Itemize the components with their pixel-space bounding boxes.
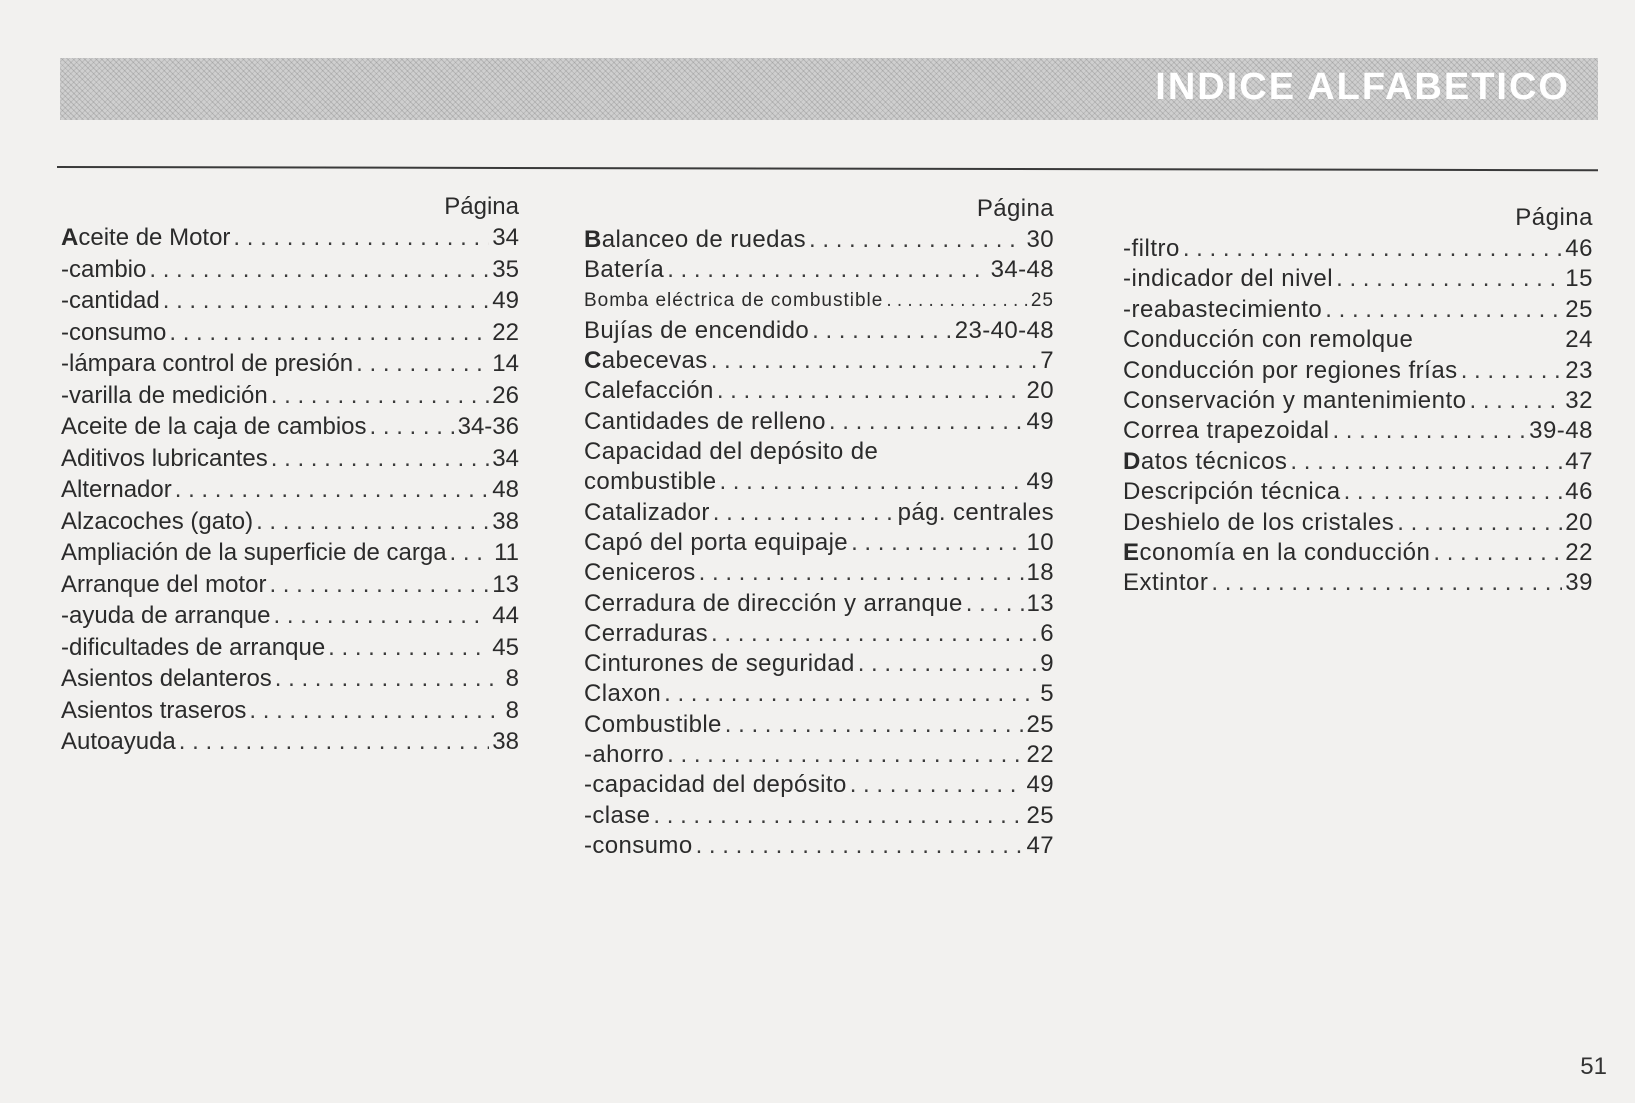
- index-entry: [584, 831, 1054, 861]
- index-entry: [1123, 386, 1593, 416]
- index-entry: [584, 255, 1054, 285]
- dot-leader: [175, 474, 490, 506]
- entry-label: [61, 506, 253, 538]
- index-entry: [61, 254, 519, 286]
- index-entry: [584, 467, 1054, 497]
- entry-text: Calefacción: [584, 377, 714, 405]
- entry-page: 13: [492, 570, 519, 598]
- entry-label: [1123, 538, 1430, 568]
- entry-label: [61, 317, 166, 349]
- dot-leader: [269, 569, 489, 601]
- index-entry: [584, 649, 1054, 679]
- entry-page: 46: [1565, 235, 1593, 262]
- entry-text: -consumo: [61, 318, 167, 346]
- entry-page: 38: [492, 507, 519, 535]
- entry-text: Combustible: [584, 710, 722, 738]
- page-number: 51: [1580, 1053, 1607, 1080]
- entry-label: [61, 695, 246, 727]
- entry-page: 47: [1026, 831, 1054, 859]
- index-entry: [61, 222, 519, 254]
- entry-label: [584, 558, 696, 588]
- index-entry: [1123, 416, 1593, 446]
- dot-leader: [1332, 416, 1526, 446]
- index-entry: [61, 380, 519, 412]
- index-entry: [1123, 538, 1593, 568]
- entry-label: [61, 222, 230, 254]
- entry-page: 34: [492, 444, 519, 472]
- entry-initial-letter: A: [61, 224, 79, 251]
- entry-initial-letter: D: [1123, 447, 1141, 475]
- entry-text: Conducción con remolque: [1123, 326, 1414, 354]
- dot-leader: [273, 600, 489, 632]
- entry-page: 8: [505, 665, 519, 692]
- entry-text: ceite de Motor: [78, 224, 231, 251]
- dot-leader: [664, 679, 1037, 709]
- entry-text: Descripción técnica: [1123, 478, 1341, 506]
- entry-page: 14: [492, 350, 519, 377]
- index-entry: [61, 695, 519, 727]
- entry-label: [61, 537, 447, 569]
- entry-label: [1123, 234, 1180, 264]
- index-entry: [584, 286, 1054, 316]
- index-entry: [1123, 325, 1593, 355]
- entry-label: [1123, 447, 1287, 477]
- index-entry: [584, 770, 1054, 800]
- dot-leader: [149, 254, 489, 286]
- dot-leader: [966, 589, 1024, 619]
- dot-leader: [711, 346, 1038, 376]
- entry-text: -ahorro: [584, 741, 665, 769]
- entry-label: [584, 225, 806, 255]
- entry-initial-letter: B: [584, 226, 602, 253]
- entry-text: Alzacoches (gato): [61, 507, 254, 535]
- entry-page: 32: [1565, 387, 1593, 415]
- entry-page: 11: [494, 539, 519, 566]
- entry-page: 34-36: [457, 413, 519, 440]
- index-entry: [584, 437, 1054, 467]
- entry-text: -cantidad: [61, 287, 160, 314]
- entry-page: 15: [1565, 265, 1593, 293]
- dot-leader: [653, 801, 1023, 831]
- entry-label: [61, 569, 266, 601]
- entry-text: -lámpara control de presión: [61, 350, 354, 377]
- entry-page: 25: [1565, 295, 1593, 323]
- entry-page: 6: [1040, 619, 1054, 647]
- index-entry: [61, 474, 519, 506]
- entry-label: [1123, 295, 1322, 325]
- dot-leader: [249, 695, 502, 727]
- entry-label: [61, 632, 325, 664]
- entry-label: [584, 770, 847, 800]
- entry-label: [584, 831, 693, 861]
- entry-text: Aceite de la caja de cambios: [61, 413, 367, 440]
- index-entry: [584, 619, 1054, 649]
- dot-leader: [809, 225, 1023, 255]
- index-entry: [1123, 508, 1593, 538]
- index-column-1: [61, 191, 519, 758]
- entry-page: 25: [1030, 289, 1054, 311]
- entry-label: [1123, 356, 1458, 386]
- index-entry: [584, 589, 1054, 619]
- entry-page: 44: [492, 602, 519, 629]
- entry-label: [1123, 416, 1329, 446]
- index-entry: [584, 740, 1054, 770]
- index-entry: [1123, 568, 1593, 598]
- entry-initial-letter: C: [584, 347, 602, 375]
- dot-leader: [179, 726, 490, 758]
- entry-text: combustible: [584, 468, 717, 496]
- index-entry: [61, 348, 519, 380]
- entry-text: Batería: [584, 256, 665, 284]
- entry-page: 18: [1026, 559, 1054, 587]
- horizontal-rule: [57, 166, 1598, 171]
- entry-label: [1123, 477, 1341, 507]
- entry-label: [1123, 568, 1208, 598]
- dot-leader: [711, 619, 1037, 649]
- entry-text: -dificultades de arranque: [61, 633, 326, 661]
- dot-leader: [717, 376, 1024, 406]
- dot-leader: [1336, 264, 1562, 294]
- entry-text: Bomba eléctrica de combustible: [584, 289, 884, 311]
- entry-page: 30: [1026, 226, 1054, 253]
- entry-text: Claxon: [584, 680, 662, 708]
- entry-label: [1123, 508, 1394, 538]
- entry-page: 45: [492, 633, 519, 661]
- entry-text: Aditivos lubricantes: [61, 444, 268, 472]
- dot-leader: [725, 710, 1024, 740]
- index-entry: [61, 726, 519, 758]
- entry-page: 5: [1040, 680, 1054, 708]
- entry-label: [584, 619, 708, 649]
- index-entry: [584, 225, 1054, 255]
- entry-page: 48: [492, 476, 519, 503]
- entry-page: 25: [1026, 710, 1054, 738]
- entry-text: Arranque del motor: [61, 570, 267, 598]
- index-entry: [1123, 264, 1593, 294]
- entry-page: 22: [492, 318, 519, 346]
- dot-leader: [271, 380, 490, 412]
- index-entry: [1123, 447, 1593, 477]
- entry-text: atos técnicos: [1140, 447, 1288, 475]
- entry-page: 26: [492, 381, 519, 409]
- entry-label: [61, 443, 268, 475]
- entry-page: 24: [1565, 326, 1593, 354]
- entry-label: [584, 346, 708, 376]
- entry-text: conomía en la conducción: [1139, 539, 1431, 567]
- index-entry: [61, 506, 519, 538]
- entry-page: 7: [1040, 347, 1054, 375]
- dot-leader: [1325, 295, 1562, 325]
- index-entry: [61, 537, 519, 569]
- entry-text: Capacidad del depósito de: [584, 438, 879, 466]
- entry-label: [584, 498, 710, 528]
- dot-leader: [1344, 477, 1563, 507]
- dot-leader: [450, 537, 492, 569]
- entry-page: 23: [1565, 356, 1593, 384]
- entry-text: Cinturones de seguridad: [584, 650, 855, 678]
- entry-label: [61, 285, 160, 317]
- dot-leader: [271, 443, 490, 475]
- index-entry: [1123, 356, 1593, 386]
- entry-page: 49: [492, 287, 519, 314]
- entry-text: -ayuda de arranque: [61, 602, 271, 629]
- entry-text: Asientos delanteros: [61, 665, 272, 692]
- index-entry: [1123, 234, 1593, 264]
- entry-label: [584, 407, 826, 437]
- dot-leader: [1211, 568, 1562, 598]
- dot-leader: [858, 649, 1038, 679]
- entry-text: Catalizador: [584, 498, 710, 526]
- entry-label: [584, 286, 883, 316]
- index-entry: [1123, 295, 1593, 325]
- entry-page: 10: [1026, 528, 1054, 556]
- entry-text: Cantidades de relleno: [584, 407, 826, 435]
- entry-text: -reabastecimiento: [1123, 295, 1323, 323]
- entry-page: 49: [1026, 407, 1054, 435]
- pagina-heading: Página: [444, 193, 519, 220]
- entry-page: 49: [1026, 771, 1054, 799]
- entry-label: [584, 376, 714, 406]
- entry-label: [1123, 325, 1413, 355]
- entry-page: 34: [492, 224, 519, 251]
- dot-leader: [667, 255, 987, 285]
- index-entry: [61, 569, 519, 601]
- entry-label: [61, 380, 268, 412]
- entry-page: 34-48: [990, 256, 1054, 284]
- index-entry: [584, 801, 1054, 831]
- entry-text: Deshielo de los cristales: [1123, 508, 1395, 536]
- entry-label: [1123, 386, 1467, 416]
- index-column-3: [1123, 203, 1593, 599]
- entry-text: Asientos traseros: [61, 696, 247, 724]
- entry-initial-letter: E: [1123, 539, 1140, 567]
- entry-text: -capacidad del depósito: [584, 771, 847, 799]
- dot-leader: [696, 831, 1024, 861]
- entry-label: [61, 726, 176, 758]
- entry-page: 38: [492, 728, 519, 755]
- entry-text: Alternador: [61, 476, 172, 503]
- index-entry: [584, 407, 1054, 437]
- entry-text: -cambio: [61, 255, 147, 283]
- entry-label: [61, 474, 172, 506]
- entry-page: 39-48: [1529, 417, 1593, 445]
- entry-page: 13: [1026, 589, 1054, 617]
- entry-page: 20: [1565, 508, 1593, 536]
- entry-page: 25: [1026, 801, 1054, 829]
- dot-leader: [1461, 356, 1563, 386]
- dot-leader: [719, 467, 1023, 497]
- entry-page: 22: [1565, 539, 1593, 567]
- entry-text: Cerraduras: [584, 619, 709, 647]
- header-band: [60, 58, 1598, 120]
- index-entry: [584, 498, 1054, 528]
- dot-leader: [169, 317, 489, 349]
- index-column-2: [584, 194, 1054, 861]
- entry-label: [61, 411, 367, 443]
- dot-leader: [328, 632, 489, 664]
- entry-page: 46: [1565, 478, 1593, 506]
- index-entry: [584, 710, 1054, 740]
- entry-label: [61, 663, 272, 695]
- entry-label: [584, 255, 664, 285]
- entry-label: [584, 801, 650, 831]
- entry-page: 22: [1026, 741, 1054, 769]
- index-entry: [1123, 477, 1593, 507]
- entry-page: 8: [505, 696, 519, 724]
- dot-leader: [163, 285, 490, 317]
- entry-text: Extintor: [1123, 569, 1209, 597]
- entry-text: Cerradura de dirección y arranque: [584, 589, 963, 617]
- entry-label: [584, 710, 722, 740]
- dot-leader: [667, 740, 1023, 770]
- index-entry: [61, 632, 519, 664]
- dot-leader: [1397, 508, 1562, 538]
- dot-leader: [233, 222, 489, 254]
- entry-text: -varilla de medición: [61, 381, 268, 409]
- index-entry: [61, 317, 519, 349]
- entry-text: Conservación y mantenimiento: [1123, 387, 1467, 415]
- entry-page: 47: [1565, 447, 1593, 475]
- index-entry: [61, 663, 519, 695]
- entry-page: 9: [1040, 650, 1054, 678]
- index-entry: [584, 679, 1054, 709]
- entry-label: [584, 316, 809, 346]
- entry-text: -consumo: [584, 831, 693, 859]
- entry-text: -clase: [584, 801, 651, 829]
- dot-leader: [699, 558, 1024, 588]
- entry-label: [61, 600, 270, 632]
- dot-leader: [812, 316, 952, 346]
- index-entry: [584, 316, 1054, 346]
- entry-page: 35: [492, 255, 519, 283]
- entry-label: [584, 589, 963, 619]
- dot-leader: [886, 286, 1028, 316]
- entry-page: 39: [1565, 569, 1593, 597]
- index-entry: [584, 558, 1054, 588]
- entry-text: Ceniceros: [584, 559, 696, 587]
- entry-label: [61, 348, 353, 380]
- entry-text: Conducción por regiones frías: [1123, 356, 1458, 384]
- index-entry: [584, 376, 1054, 406]
- entry-label: [61, 254, 146, 286]
- entry-page: 49: [1026, 468, 1054, 496]
- entry-text: abecevas: [601, 347, 708, 375]
- dot-leader: [851, 528, 1023, 558]
- dot-leader: [1470, 386, 1563, 416]
- index-entry: [61, 411, 519, 443]
- entry-text: -filtro: [1123, 235, 1180, 262]
- dot-leader: [713, 498, 895, 528]
- index-entry: [584, 346, 1054, 376]
- entry-label: [584, 528, 848, 558]
- entry-text: -indicador del nivel: [1123, 265, 1334, 293]
- entry-text: Autoayuda: [61, 728, 176, 755]
- entry-label: [1123, 264, 1333, 294]
- index-entry: [584, 528, 1054, 558]
- entry-page: 23-40-48: [954, 316, 1054, 344]
- dot-leader: [256, 506, 489, 538]
- entry-label: [584, 467, 716, 497]
- dot-leader: [1290, 447, 1562, 477]
- entry-page: pág. centrales: [897, 498, 1054, 526]
- dot-leader: [1433, 538, 1562, 568]
- entry-label: [584, 679, 661, 709]
- dot-leader: [850, 770, 1024, 800]
- dot-leader: [356, 348, 489, 380]
- dot-leader: [829, 407, 1024, 437]
- index-entry: [61, 285, 519, 317]
- entry-label: [584, 649, 855, 679]
- dot-leader: [370, 411, 455, 443]
- entry-text: Bujías de encendido: [584, 316, 810, 344]
- pagina-heading: Página: [1515, 204, 1593, 231]
- entry-text: alanceo de ruedas: [601, 226, 807, 253]
- index-entry: [61, 443, 519, 475]
- index-entry: [61, 600, 519, 632]
- page-title: INDICE ALFABETICO: [1155, 66, 1570, 108]
- entry-page: 20: [1026, 377, 1054, 405]
- pagina-heading: Página: [976, 195, 1054, 222]
- entry-label: [584, 740, 664, 770]
- dot-leader: [1183, 234, 1562, 264]
- entry-text: Correa trapezoidal: [1123, 417, 1330, 445]
- entry-label: [584, 437, 878, 467]
- dot-leader: [275, 663, 503, 695]
- entry-text: Capó del porta equipaje: [584, 528, 849, 556]
- entry-text: Ampliación de la superficie de carga: [61, 539, 447, 566]
